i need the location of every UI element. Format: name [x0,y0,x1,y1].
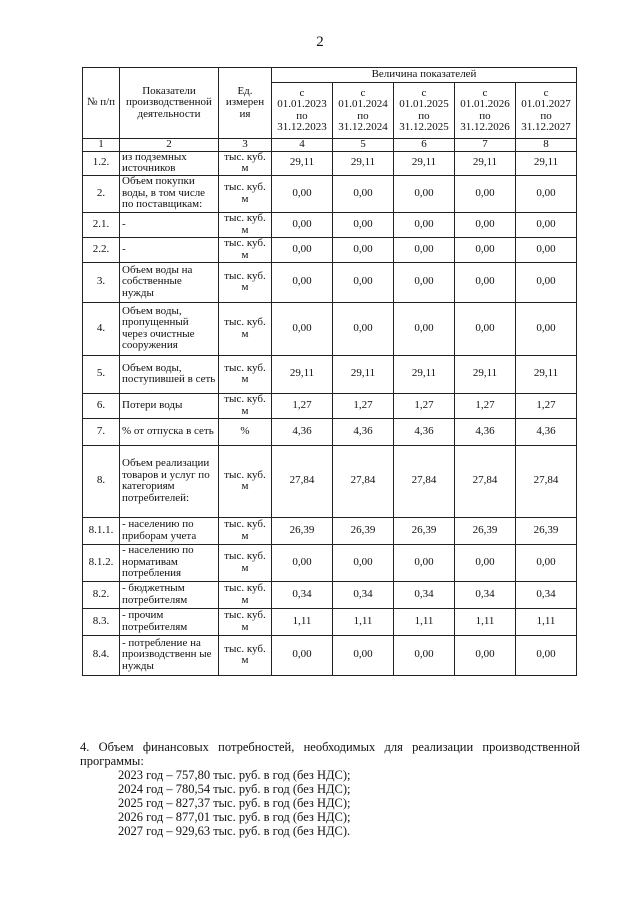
row-value: 26,39 [455,517,516,544]
table-row [83,355,577,393]
row-unit: тыс. куб. м [219,635,272,675]
row-value: 0,00 [333,175,394,212]
column-number: 2 [120,139,219,152]
row-value: 29,11 [516,151,577,175]
row-value: 0,00 [455,262,516,302]
row-value: 29,11 [333,355,394,393]
row-value: 4,36 [455,418,516,445]
row-value: 0,34 [516,581,577,608]
header-period-2025: с 01.01.2025 по 31.12.2025 [394,83,455,139]
row-value: 1,27 [516,393,577,418]
header-unit: Ед. измерен ия [219,68,272,139]
row-indicator-name: Потери воды [120,393,219,418]
header-indicator: Показатели производственной деятельности [120,68,219,139]
row-value: 4,36 [272,418,333,445]
row-value: 0,00 [516,262,577,302]
row-number: 8.2. [83,581,120,608]
row-value: 0,00 [394,302,455,355]
row-value: 0,00 [333,237,394,262]
row-value: 26,39 [333,517,394,544]
row-value: 1,27 [272,393,333,418]
table-row [83,517,577,544]
row-number: 6. [83,393,120,418]
row-value: 0,00 [516,544,577,581]
table-row [83,175,577,212]
row-value: 4,36 [516,418,577,445]
row-value: 1,27 [333,393,394,418]
row-number: 2. [83,175,120,212]
row-unit: тыс. куб. м [219,581,272,608]
row-value: 0,00 [455,212,516,237]
row-unit: тыс. куб. м [219,175,272,212]
row-value: 0,00 [272,544,333,581]
production-indicators-table [82,67,577,676]
row-value: 0,00 [272,262,333,302]
row-value: 0,00 [272,302,333,355]
row-value: 0,00 [455,302,516,355]
table-row [83,608,577,635]
row-value: 26,39 [394,517,455,544]
row-value: 0,00 [455,544,516,581]
row-value: 26,39 [516,517,577,544]
header-num: № п/п [83,68,120,139]
row-unit: тыс. куб. м [219,544,272,581]
column-number: 7 [455,139,516,152]
table-row [83,635,577,675]
row-unit: тыс. куб. м [219,262,272,302]
row-unit: тыс. куб. м [219,517,272,544]
row-value: 1,27 [455,393,516,418]
row-unit: тыс. куб. м [219,237,272,262]
row-indicator-name: - [120,212,219,237]
row-value: 0,00 [333,302,394,355]
table-row [83,418,577,445]
row-value: 29,11 [333,151,394,175]
row-indicator-name: Объем воды, пропущенный через очистные сооружения [120,302,219,355]
row-number: 8.3. [83,608,120,635]
row-unit: тыс. куб. м [219,302,272,355]
row-value: 0,00 [272,635,333,675]
row-value: 0,00 [272,237,333,262]
financial-needs-section [80,740,580,838]
row-unit: тыс. куб. м [219,445,272,517]
column-number: 1 [83,139,120,152]
row-indicator-name: Объем воды на собственные нужды [120,262,219,302]
financial-needs-line: 2023 год – 757,80 тыс. руб. в год (без НДС); [118,768,351,782]
column-number: 8 [516,139,577,152]
row-indicator-name: - [120,237,219,262]
table-row [83,151,577,175]
row-value: 27,84 [455,445,516,517]
row-unit: тыс. куб. м [219,393,272,418]
row-value: 29,11 [272,355,333,393]
row-value: 1,11 [516,608,577,635]
row-indicator-name: Объем реализации товаров и услуг по категориям потребителей: [120,445,219,517]
row-value: 27,84 [394,445,455,517]
row-number: 3. [83,262,120,302]
row-value: 4,36 [394,418,455,445]
financial-needs-intro: 4. Объем финансовых потребностей, необходимых для реализации производственной программы: [80,740,580,768]
column-number-row [83,139,577,152]
row-number: 8.1.2. [83,544,120,581]
row-value: 0,00 [516,635,577,675]
table-row [83,445,577,517]
row-number: 8.1.1. [83,517,120,544]
financial-needs-line: 2026 год – 877,01 тыс. руб. в год (без НДС); [118,810,351,824]
row-indicator-name: - населению по приборам учета [120,517,219,544]
row-indicator-name: % от отпуска в сеть [120,418,219,445]
row-value: 29,11 [455,151,516,175]
row-number: 8. [83,445,120,517]
row-value: 0,00 [272,175,333,212]
row-indicator-name: из подземных источников [120,151,219,175]
row-value: 1,11 [394,608,455,635]
row-value: 1,27 [394,393,455,418]
row-value: 0,00 [394,237,455,262]
table-row [83,212,577,237]
row-value: 0,00 [394,262,455,302]
row-indicator-name: - населению по нормативам потребления [120,544,219,581]
row-indicator-name: Объем покупки воды, в том числе по поставщикам: [120,175,219,212]
row-value: 29,11 [516,355,577,393]
row-value: 4,36 [333,418,394,445]
row-value: 0,00 [516,302,577,355]
row-number: 7. [83,418,120,445]
row-value: 27,84 [272,445,333,517]
table-row [83,544,577,581]
header-period-2023: с 01.01.2023 по 31.12.2023 [272,83,333,139]
financial-needs-line: 2024 год – 780,54 тыс. руб. в год (без НДС); [118,782,351,796]
table-row [83,393,577,418]
column-number: 6 [394,139,455,152]
header-period-2027: с 01.01.2027 по 31.12.2027 [516,83,577,139]
row-unit: тыс. куб. м [219,151,272,175]
row-value: 0,00 [394,212,455,237]
row-value: 26,39 [272,517,333,544]
row-value: 1,11 [455,608,516,635]
row-value: 0,00 [333,212,394,237]
row-number: 8.4. [83,635,120,675]
table-row [83,262,577,302]
row-value: 0,00 [394,544,455,581]
row-unit: тыс. куб. м [219,355,272,393]
header-values-group: Величина показателей [272,68,577,83]
row-value: 27,84 [333,445,394,517]
header-period-2024: с 01.01.2024 по 31.12.2024 [333,83,394,139]
row-indicator-name: - бюджетным потребителям [120,581,219,608]
row-value: 29,11 [455,355,516,393]
row-value: 0,00 [516,237,577,262]
row-value: 0,00 [455,237,516,262]
row-value: 0,34 [272,581,333,608]
row-number: 2.1. [83,212,120,237]
row-value: 0,00 [333,544,394,581]
header-period-2026: с 01.01.2026 по 31.12.2026 [455,83,516,139]
row-value: 0,34 [455,581,516,608]
row-value: 0,00 [394,635,455,675]
row-number: 5. [83,355,120,393]
row-value: 0,00 [455,635,516,675]
row-value: 1,11 [333,608,394,635]
row-value: 1,11 [272,608,333,635]
row-value: 0,00 [394,175,455,212]
row-value: 0,00 [516,175,577,212]
column-number: 3 [219,139,272,152]
table-row [83,302,577,355]
column-number: 4 [272,139,333,152]
row-number: 1.2. [83,151,120,175]
row-value: 0,00 [516,212,577,237]
row-value: 0,00 [455,175,516,212]
row-value: 0,00 [333,262,394,302]
row-indicator-name: - потребление на производственн ые нужды [120,635,219,675]
table-row [83,237,577,262]
financial-needs-line: 2027 год – 929,63 тыс. руб. в год (без НДС). [118,824,351,838]
page-number: 2 [316,34,324,50]
table-row [83,581,577,608]
row-unit: % [219,418,272,445]
row-number: 4. [83,302,120,355]
row-value: 29,11 [394,151,455,175]
row-value: 27,84 [516,445,577,517]
row-value: 0,00 [272,212,333,237]
row-unit: тыс. куб. м [219,212,272,237]
financial-needs-line: 2025 год – 827,37 тыс. руб. в год (без НДС); [118,796,351,810]
row-value: 29,11 [394,355,455,393]
row-unit: тыс. куб. м [219,608,272,635]
row-indicator-name: Объем воды, поступившей в сеть [120,355,219,393]
row-value: 0,34 [333,581,394,608]
row-indicator-name: - прочим потребителям [120,608,219,635]
row-number: 2.2. [83,237,120,262]
row-value: 0,00 [333,635,394,675]
row-value: 29,11 [272,151,333,175]
column-number: 5 [333,139,394,152]
row-value: 0,34 [394,581,455,608]
